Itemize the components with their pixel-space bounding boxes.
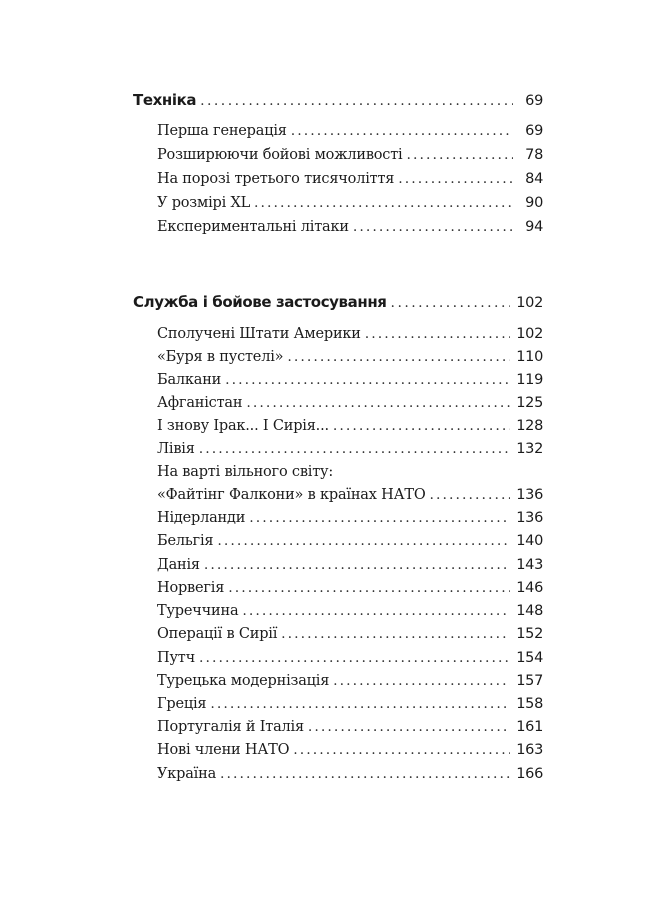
toc-page-number: 146 <box>516 580 543 596</box>
toc-page-number: 119 <box>516 372 543 388</box>
dot-leader <box>210 696 510 712</box>
toc-entry-label: Балкани <box>157 372 222 388</box>
toc-page-number: 136 <box>516 487 543 503</box>
toc-page-number: 152 <box>516 626 543 642</box>
toc-entry-label: І знову Ірак... І Сирія... <box>157 418 329 434</box>
dot-leader <box>199 650 510 666</box>
toc-page-number: 110 <box>516 349 543 365</box>
toc-entry-label: Данія <box>157 557 200 573</box>
dot-leader <box>333 673 510 689</box>
dot-leader <box>291 123 513 139</box>
toc-entry-label: Експериментальні літаки <box>157 219 349 235</box>
dot-leader <box>199 441 511 457</box>
toc-page-number: 161 <box>516 719 543 735</box>
toc-entry[interactable] <box>157 395 543 411</box>
toc-page-number: 102 <box>516 295 543 311</box>
toc-page-number: 158 <box>516 696 543 712</box>
dot-leader <box>308 719 510 735</box>
toc-page-number: 94 <box>525 219 543 235</box>
toc-entry-label: Україна <box>157 766 217 782</box>
dot-leader <box>293 742 510 758</box>
dot-leader <box>249 510 510 526</box>
dot-leader <box>200 93 513 109</box>
toc-entry-label: На порозі третього тисячоліття <box>157 171 395 187</box>
dot-leader <box>246 395 510 411</box>
toc-entry-label: Португалія й Італія <box>157 719 304 735</box>
toc-section-heading[interactable] <box>133 293 543 311</box>
dot-leader <box>430 487 511 503</box>
toc-page-number: 132 <box>516 441 543 457</box>
toc-entry[interactable] <box>157 603 543 619</box>
toc-entry-label: Перша генерація <box>157 123 287 139</box>
toc-page-number: 90 <box>525 195 543 211</box>
toc-section-title: Техніка <box>133 91 197 109</box>
toc-page-number: 136 <box>516 510 543 526</box>
toc-entry[interactable] <box>157 123 543 139</box>
toc-entry-label: Афганістан <box>157 395 243 411</box>
toc-page-number: 128 <box>516 418 543 434</box>
toc-entry-heading-line <box>157 464 517 480</box>
toc-entry-label: На варті вільного світу: <box>157 464 334 480</box>
toc-entry[interactable] <box>157 742 543 758</box>
toc-entry-label: Операції в Сирії <box>157 626 278 642</box>
toc-entry-label: У розмірі XL <box>157 195 251 211</box>
toc-entry[interactable] <box>157 626 543 642</box>
toc-page-number: 125 <box>516 395 543 411</box>
toc-section-heading[interactable] <box>133 91 543 109</box>
dot-leader <box>281 626 510 642</box>
toc-entry-label: Туреччина <box>157 603 239 619</box>
dot-leader <box>287 349 510 365</box>
toc-entry[interactable] <box>157 719 543 735</box>
dot-leader <box>365 326 510 342</box>
dot-leader <box>398 171 513 187</box>
toc-entry-label: Бельгія <box>157 533 214 549</box>
toc-page-number: 102 <box>516 326 543 342</box>
toc-entry[interactable] <box>157 510 543 526</box>
dot-leader <box>353 219 513 235</box>
toc-entry[interactable] <box>157 171 543 187</box>
dot-leader <box>204 557 510 573</box>
dot-leader <box>217 533 510 549</box>
toc-entry-label: «Файтінг Фалкони» в країнах НАТО <box>157 487 426 503</box>
toc-page-number: 154 <box>516 650 543 666</box>
toc-page-number: 84 <box>525 171 543 187</box>
toc-page-number: 143 <box>516 557 543 573</box>
toc-entry-label: «Буря в пустелі» <box>157 349 284 365</box>
toc-page-number: 140 <box>516 533 543 549</box>
dot-leader <box>220 766 510 782</box>
toc-section-title: Служба і бойове застосування <box>133 293 387 311</box>
dot-leader <box>407 147 514 163</box>
toc-page-number: 148 <box>516 603 543 619</box>
toc-entry-label: Греція <box>157 696 207 712</box>
toc-page-number: 163 <box>516 742 543 758</box>
toc-entry-label: Путч <box>157 650 195 666</box>
toc-entry-label: Нові члени НАТО <box>157 742 290 758</box>
toc-entry-label: Турецька модернізація <box>157 673 330 689</box>
toc-entry[interactable] <box>157 441 543 457</box>
toc-entry[interactable] <box>157 147 543 163</box>
toc-page-number: 69 <box>525 93 543 109</box>
toc-page-number: 157 <box>516 673 543 689</box>
toc-entry-label: Лівія <box>157 441 195 457</box>
toc-entry-label: Норвегія <box>157 580 225 596</box>
toc-page-number: 166 <box>516 766 543 782</box>
toc-entry[interactable] <box>157 349 543 365</box>
toc-page-number: 69 <box>525 123 543 139</box>
dot-leader <box>333 418 510 434</box>
toc-entry[interactable] <box>157 487 543 503</box>
toc-entry[interactable] <box>157 673 543 689</box>
toc-entry[interactable] <box>157 195 543 211</box>
toc-page-number: 78 <box>525 147 543 163</box>
toc-entry[interactable] <box>157 650 543 666</box>
toc-entry[interactable] <box>157 372 543 388</box>
toc-entry[interactable] <box>157 766 543 782</box>
toc-entry[interactable] <box>157 533 543 549</box>
toc-entry-label: Розширюючи бойові можливості <box>157 147 403 163</box>
dot-leader <box>225 372 510 388</box>
toc-entry-label: Сполучені Штати Америки <box>157 326 361 342</box>
toc-entry[interactable] <box>157 557 543 573</box>
toc-entry[interactable] <box>157 326 543 342</box>
toc-entry[interactable] <box>157 219 543 235</box>
toc-entry-label: Нідерланди <box>157 510 246 526</box>
toc-entry[interactable] <box>157 580 543 596</box>
dot-leader <box>391 295 511 311</box>
dot-leader <box>254 195 513 211</box>
toc-entry[interactable] <box>157 418 543 434</box>
dot-leader <box>228 580 510 596</box>
toc-entry[interactable] <box>157 696 543 712</box>
dot-leader <box>242 603 510 619</box>
